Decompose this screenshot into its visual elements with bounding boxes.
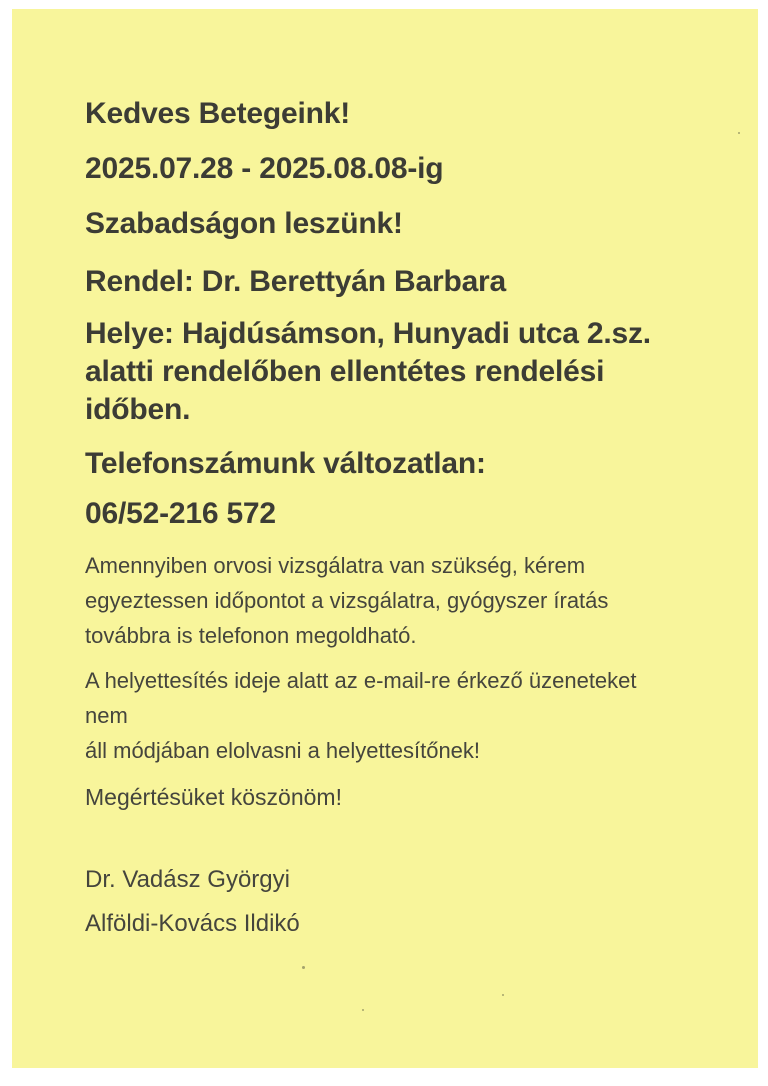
signature-doctor-1: Dr. Vadász Györgyi <box>85 866 290 893</box>
substitute-doctor-line: Rendel: Dr. Berettyán Barbara <box>85 265 507 298</box>
vacation-heading: Szabadságon leszünk! <box>85 207 403 240</box>
exam-paragraph <box>85 548 663 653</box>
notice-paper <box>12 9 758 1068</box>
location-text <box>85 315 663 429</box>
scan-speck <box>738 132 740 134</box>
scan-speck <box>502 994 504 996</box>
thanks-line: Megértésüket köszönöm! <box>85 784 342 810</box>
exam-paragraph-line-3: továbbra is telefonon megoldható. <box>85 623 417 648</box>
email-paragraph-line-2: áll módjában elolvasni a helyettesítőnek! <box>85 738 481 763</box>
scan-speck <box>362 1009 364 1011</box>
email-paragraph <box>85 663 663 768</box>
location-line-1: Helye: Hajdúsámson, Hunyadi utca 2.sz. <box>85 317 651 350</box>
greeting-heading: Kedves Betegeink! <box>85 97 351 130</box>
exam-paragraph-line-1: Amennyiben orvosi vizsgálatra van szükség, kérem <box>85 553 586 578</box>
phone-label: Telefonszámunk változatlan: <box>85 447 486 480</box>
phone-number: 06/52-216 572 <box>85 497 276 530</box>
email-paragraph-line-1: A helyettesítés ideje alatt az e-mail-re érkező üzeneteket nem <box>85 668 637 728</box>
date-range-heading: 2025.07.28 - 2025.08.08-ig <box>85 152 444 185</box>
scan-speck <box>302 966 305 969</box>
exam-paragraph-line-2: egyeztessen időpontot a vizsgálatra, gyógyszer íratás <box>85 588 609 613</box>
location-line-3: időben. <box>85 393 191 426</box>
location-line-2: alatti rendelőben ellentétes rendelési <box>85 355 605 388</box>
signature-doctor-2: Alföldi-Kovács Ildikó <box>85 910 300 937</box>
